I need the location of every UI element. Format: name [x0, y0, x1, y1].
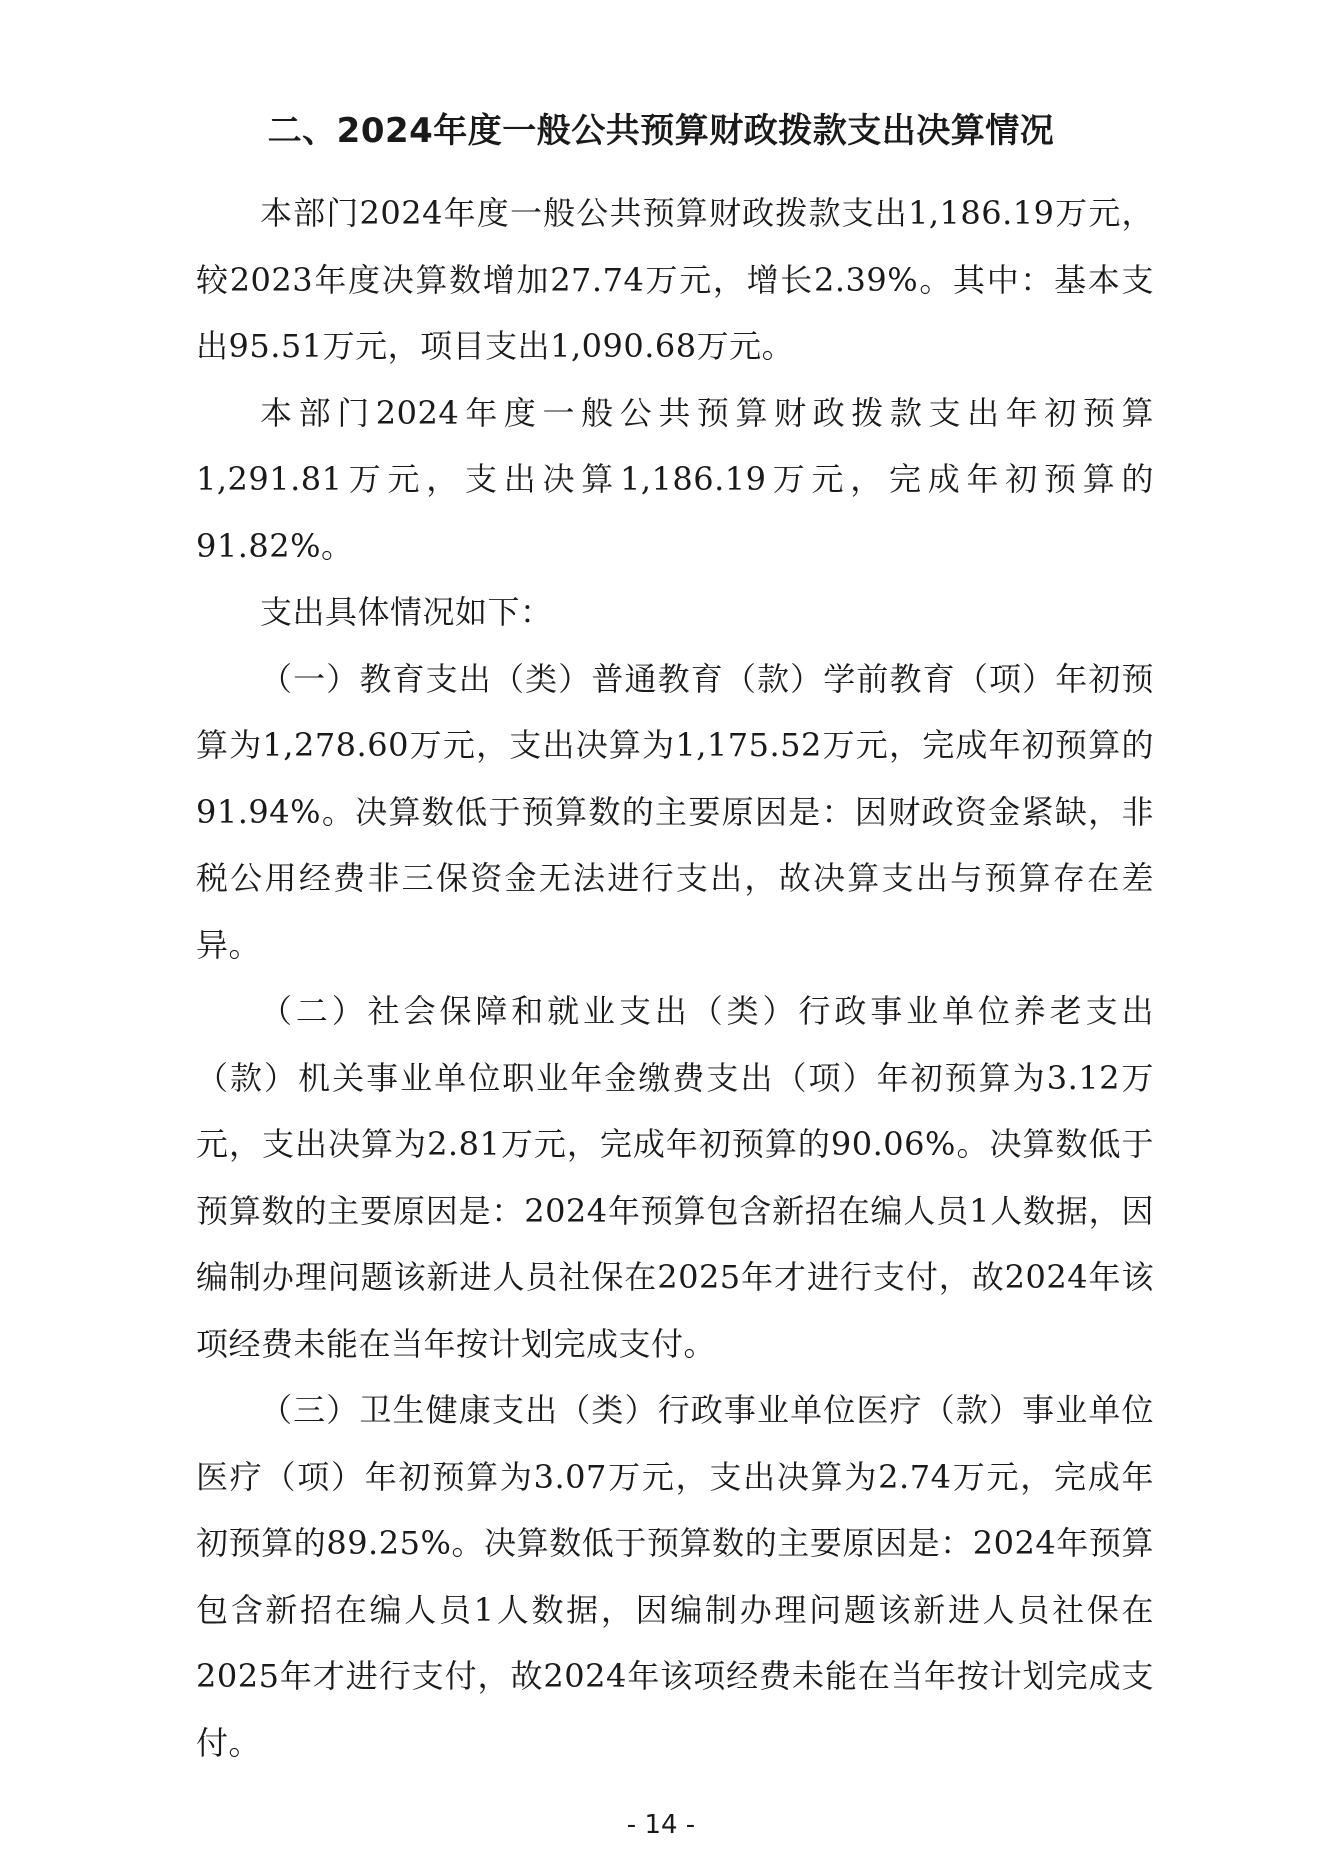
section-title: 二、2024年度一般公共预算财政拨款支出决算情况 [267, 110, 1055, 151]
paragraph-budget-completion: 本部门2024年度一般公共预算财政拨款支出年初预算1,291.81万元，支出决算1,186.19万元，完成年初预算的91.82%。 [196, 393, 1154, 565]
paragraph-education: （一）教育支出（类）普通教育（款）学前教育（项）年初预算为1,278.60万元，支出决算为1,175.52万元，完成年初预算的91.94%。决算数低于预算数的主要原因是：因财政资金紧缺，非税公用经费非三保资金无法进行支出，故决算支出与预算存在差异。 [196, 659, 1154, 964]
body-text [196, 180, 1154, 1776]
paragraph-social-security: （二）社会保障和就业支出（类）行政事业单位养老支出（款）机关事业单位职业年金缴费支出（项）年初预算为3.12万元，支出决算为2.81万元，完成年初预算的90.06%。决算数低于预算数的主要原因是：2024年预算包含新招在编人员1人数据，因编制办理问题该新进人员社保在2025年才进行支付，故2024年该项经费未能在当年按计划完成支付。 [196, 992, 1154, 1363]
paragraph-summary: 本部门2024年度一般公共预算财政拨款支出1,186.19万元，较2023年度决算数增加27.74万元，增长2.39%。其中：基本支出95.51万元，项目支出1,090.68万元。 [196, 194, 1154, 365]
paragraph-health: （三）卫生健康支出（类）行政事业单位医疗（款）事业单位医疗（项）年初预算为3.07万元，支出决算为2.74万元，完成年初预算的89.25%。决算数低于预算数的主要原因是：2024年预算包含新招在编人员1人数据，因编制办理问题该新进人员社保在2025年才进行支付，故2024年该项经费未能在当年按计划完成支付。 [196, 1391, 1154, 1762]
page-number: - 14 - [626, 1810, 696, 1840]
paragraph-details-intro: 支出具体情况如下： [260, 593, 553, 631]
